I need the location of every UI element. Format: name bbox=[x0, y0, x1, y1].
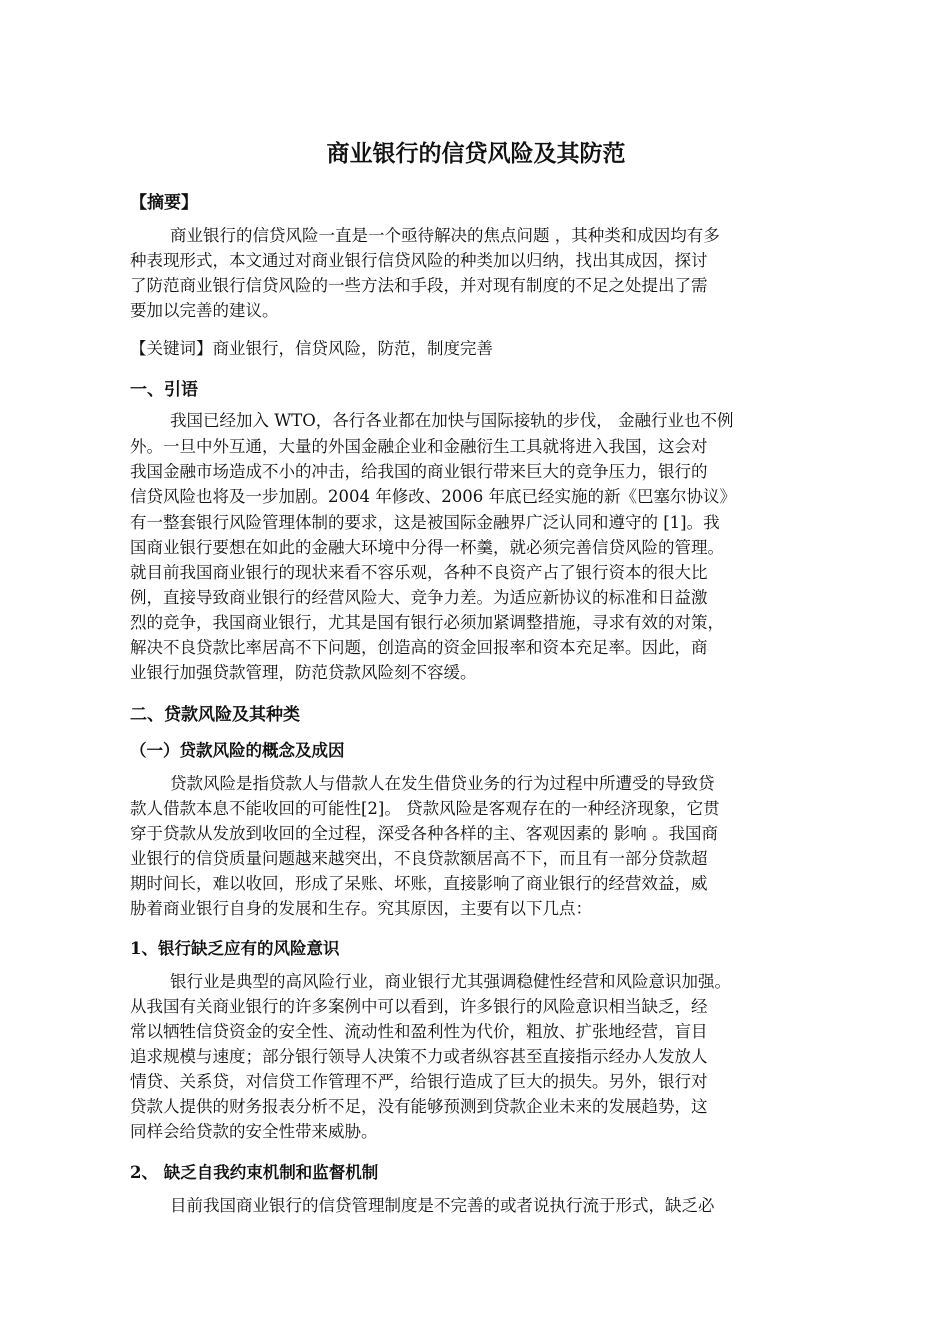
intro-line: 业银行加强贷款管理，防范贷款风险刻不容缓。 bbox=[130, 663, 477, 682]
point1-line: 常以牺牲信贷资金的安全性、流动性和盈利性为代价，粗放、扩张地经营，盲目 bbox=[130, 1022, 708, 1041]
point1-line: 情贷、关系贷，对信贷工作管理不严，给银行造成了巨大的损失。另外，银行对 bbox=[130, 1072, 708, 1091]
intro-line: 解决不良贷款比率居高不下问题，创造高的资金回报率和资本充足率。因此，商 bbox=[130, 638, 708, 657]
intro-line: 烈的竞争，我国商业银行，尤其是国有银行必须加紧调整措施，寻求有效的对策， bbox=[130, 613, 724, 632]
abstract-line: 种表现形式，本文通过对商业银行信贷风险的种类加以归纳，找出其成因，探讨 bbox=[130, 251, 708, 270]
abstract-line: 要加以完善的建议。 bbox=[130, 301, 279, 320]
point1-line: 银行业是典型的高风险行业，商业银行尤其强调稳健性经营和风险意识加强。 bbox=[170, 972, 731, 991]
abstract-heading: 【摘要】 bbox=[130, 193, 198, 213]
abstract-line: 了防范商业银行信贷风险的一些方法和手段，并对现有制度的不足之处提出了需 bbox=[130, 276, 708, 295]
subsection-heading: （一）贷款风险的概念及成因 bbox=[130, 741, 345, 760]
subsection-line: 款人借款本息不能收回的可能性[2]。 贷款风险是客观存在的一种经济现象，它贯 bbox=[130, 799, 720, 818]
subsection-line: 贷款风险是指贷款人与借款人在发生借贷业务的行为过程中所遭受的导致贷 bbox=[170, 774, 715, 793]
point-heading-1: 1、银行缺乏应有的风险意识 bbox=[130, 939, 340, 958]
intro-line: 就目前我国商业银行的现状来看不容乐观，各种不良资产占了银行资本的很大比 bbox=[130, 563, 708, 582]
subsection-line: 穿于贷款从发放到收回的全过程，深受各种各样的主、客观因素的 影响 。我国商 bbox=[130, 824, 718, 843]
abstract-line: 商业银行的信贷风险一直是一个亟待解决的焦点问题 ，其种类和成因均有多 bbox=[170, 226, 720, 245]
section-heading-intro: 一、引语 bbox=[130, 380, 198, 400]
point1-line: 贷款人提供的财务报表分析不足，没有能够预测到贷款企业未来的发展趋势，这 bbox=[130, 1097, 708, 1116]
section-heading-loan-risk: 二、贷款风险及其种类 bbox=[130, 705, 300, 725]
point2-line: 目前我国商业银行的信贷管理制度是不完善的或者说执行流于形式，缺乏必 bbox=[170, 1196, 715, 1215]
point1-line: 同样会给贷款的安全性带来威胁。 bbox=[130, 1122, 378, 1141]
keywords-line: 【关键词】商业银行，信贷风险，防范，制度完善 bbox=[130, 339, 493, 358]
intro-line: 我国已经加入 WTO，各行各业都在加快与国际接轨的步伐， 金融行业也不例 bbox=[170, 411, 734, 430]
intro-line: 例，直接导致商业银行的经营风险大、竞争力差。为适应新协议的标准和日益激 bbox=[130, 588, 708, 607]
intro-line: 外。一旦中外互通，大量的外国金融企业和金融衍生工具就将进入我国，这会对 bbox=[130, 437, 708, 456]
point1-line: 追求规模与速度；部分银行领导人决策不力或者纵容甚至直接指示经办人发放人 bbox=[130, 1047, 708, 1066]
subsection-line: 期时间长，难以收回，形成了呆账、坏账，直接影响了商业银行的经营效益，威 bbox=[130, 874, 708, 893]
intro-line: 信贷风险也将及一步加剧。2004 年修改、2006 年底已经实施的新《巴塞尔协议》 bbox=[130, 487, 736, 506]
intro-line: 有一整套银行风险管理体制的要求，这是被国际金融界广泛认同和遵守的 [1]。我 bbox=[130, 513, 720, 532]
intro-line: 国商业银行要想在如此的金融大环境中分得一杯羹，就必须完善信贷风险的管理。 bbox=[130, 538, 724, 557]
document-title: 商业银行的信贷风险及其防范 bbox=[326, 140, 626, 167]
subsection-line: 胁着商业银行自身的发展和生存。究其原因，主要有以下几点： bbox=[130, 899, 592, 918]
intro-line: 我国金融市场造成不小的冲击，给我国的商业银行带来巨大的竞争压力，银行的 bbox=[130, 462, 708, 481]
point1-line: 从我国有关商业银行的许多案例中可以看到，许多银行的风险意识相当缺乏，经 bbox=[130, 997, 708, 1016]
point-heading-2: 2、 缺乏自我约束机制和监督机制 bbox=[130, 1163, 379, 1182]
subsection-line: 业银行的信贷质量问题越来越突出，不良贷款额居高不下，而且有一部分贷款超 bbox=[130, 849, 708, 868]
